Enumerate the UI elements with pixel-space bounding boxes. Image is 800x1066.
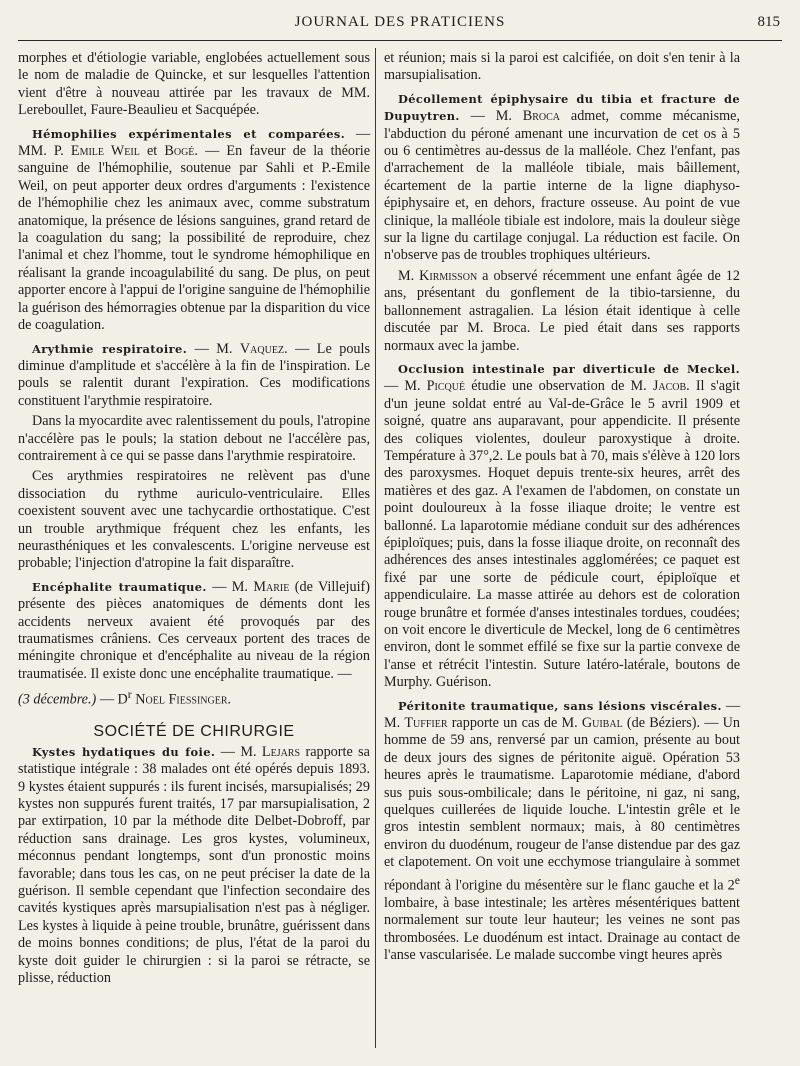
right-column — [384, 50, 740, 967]
author-name: Marie — [253, 578, 290, 595]
running-header — [18, 14, 782, 41]
section-heading-kystes: Kystes hydatiques du foie. — [32, 744, 216, 759]
author-name: Vaquez — [239, 340, 285, 357]
signer-name: Noel Fiessinger — [131, 691, 228, 708]
journal-title: JOURNAL DES PRATICIENS — [294, 14, 506, 30]
section-heading-peritonite: Péritonite traumatique, sans lésions viscérales. — [398, 698, 722, 713]
paragraph-decollement: Décollement épiphysaire du tibia et fracture de Dupuytren. — M. Broca admet, comme mécanisme, l'abduction du péroné amenant une incurvation de cet os à 5 ou 6 centimètres au-dessus de la malléole. Chez l'enfant, pas d'arrachement de la malléole tibiale, mais bâillement, écartement de la partie interne de la ligne diaphyso-épiphysaire et, en dehors, fracture osseuse. Au point de vue clinique, la malléole tibiale est indolore, mais la douleur siège sur la ligne du cartilage conjugal. La réduction est facile. On n'observe pas de troubles trophiques ultérieurs. — [384, 91, 740, 264]
author-name: Bogé — [164, 143, 195, 160]
paragraph-arythmies-origine: Ces arythmies respiratoires ne relèvent pas d'une dissociation du rythme auriculo-ventriculaire. Elles coexistent souvent avec une tachycardie orthostatique. C'est un trouble arythmique fréquent chez les enfants, les neurasthéniques et les convalescents. L'origine nerveuse est probable; l'injection d'atropine la fait disparaître. — [18, 468, 370, 572]
author-name: Guibal — [581, 715, 623, 732]
report-date: (3 décembre.) — [18, 691, 97, 708]
paragraph-kystes-continuation: et réunion; mais si la paroi est calcifiée, on doit s'en tenir à la marsupialisation. — [384, 50, 740, 84]
page-number: 815 — [757, 14, 780, 30]
left-column — [18, 50, 370, 990]
paragraph-hemophilies: Hémophilies expérimentales et comparées. — MM. P. Emile Weil et Bogé. — En faveur de la théorie sanguine de l'hémophilie, soutenue par Sahli et P.-Emile Weil, on peut apporter deux ordres d'arguments : l'existence de l'hémophilie chez les animaux avec, comme substratum anatomique, la présence de lésions sanguines, grand retard de la coagulation du sang; la possibilité de reproduire, chez l'animal et chez l'homme, tout le syndrome hémophilique en réalisant la grande incoagulabilité du sang. De plus, on peut apporter encore à l'appui de l'origine sanguine de l'hémophilie la guérison des hémorragies obtenue par la disparition du vice de coagulation. — [18, 125, 371, 334]
paragraph-arythmie: Arythmie respiratoire. — M. Vaquez. — Le pouls diminue d'amplitude et s'accélère à la fin de l'inspiration. Le pouls se ralentit durant l'expiration. Ces modifications constituent l'arythmie respiratoire. — [18, 340, 370, 409]
society-heading: SOCIÉTÉ DE CHIRURGIE — [93, 723, 295, 741]
author-name: Tuffier — [404, 715, 448, 732]
paragraph-occlusion: Occlusion intestinale par diverticule de Meckel. — M. Picqué étudie une observation de M. Jacob. Il s'agit d'un jeune soldat entré au Val-de-Grâce le 5 avril 1909 et soigné, quatre ans auparavant, pour appendicite. Il présente des coliques violentes, douleur paroxystique à droite. Température à 37°,2. Le pouls bat à 70, mais s'élève à 120 lors des paroxysmes. Hoquet depuis trente-six heures, arrêt des matières et des gaz. A l'examen de l'abdomen, on constate un point douloureux à la fosse iliaque droite; le ventre est ballonné. La laparotomie médiane conduit sur des adhérences épiploïques; puis, dans la fosse iliaque droite, on reconnaît des adhérences des anses intestinales agglomérées; ce paquet est fixé par une sorte de pédicule court, épiploïque et appendiculaire. La masse attirée au dehors est de coloration rouge brunâtre et formée d'anses intestinales tordues, coudées; on voit encore le diverticule de Meckel, long de 6 centimètres environ, dont le sommet effilé se fixe sur la partie convexe de l'anse et rétrécit l'intestin. Suture latéro-latérale, boutons de Murphy. Guérison. — [384, 361, 740, 691]
author-name: Broca — [522, 108, 561, 125]
report-signature: (3 décembre.) — $D^r$ Noel Fiessinger. — [18, 687, 232, 708]
section-heading-decollement: Décollement épiphysaire du tibia et fracture de Dupuytren. — [384, 91, 740, 124]
paragraph-kystes: Kystes hydatiques du foie. — M. Lejars rapporte sa statistique intégrale : 38 malades ont été opérés depuis 1893. 9 kystes étaient suppurés : ils furent incisés, marsupialisés; 29 kystes non suppurés furent traités, 17 par marsupialisation, 2 par extirpation, 10 par la méthode dite Delbet-Dobroff, par réduction sans drainage. Les gros kystes, volumineux, méconnus pendant longtemps, sont d'un pronostic moins favorable; dans tous les cas, on ne peut préciser la date de la guérison. Il semble cependant que l'infection secondaire des cavités kystiques après marsupialisation n'est pas à négliger. Les kystes à liquide à peine trouble, brunâtre, guérissent dans de moins bonnes conditions; de plus, l'état de la paroi du kyste doit guider le chirurgien : si la paroi se rétracte, se plisse, réduction — [18, 743, 370, 987]
paragraph-encephalite: Encéphalite traumatique. — M. Marie (de Villejuif) présente des pièces anatomiques de déments dont les accidents nerveux avaient été provoqués par des traumatismes crâniens. Ces cerveaux portent des traces de méningite chronique et d'encéphalite au niveau de la région traumatisée. Il existe donc une encéphalite traumatique. — — [18, 578, 370, 682]
paragraph-peritonite: Péritonite traumatique, sans lésions viscérales. — M. Tuffier rapporte un cas de M. Guibal (de Béziers). — Un homme de 59 ans, renversé par un camion, présente au bout de deux jours des signes de péritonite aiguë. Opération 53 heures après le traumatisme. Laparotomie médiane, d'abord sus puis sous-ombilicale; dans le péritoine, ni gaz, ni sang, quelques cuillerées de liquide louche. L'intestin grêle et le gros intestin semblent normaux; mais, à 80 centimètres environ du duodénum, rougeur de l'anse distendue par des gaz et clapotement. On voit une ecchymose triangulaire à sommet répondant à l'origine du mésentère sur le flanc gauche et la 2e lombaire, à base intestinale; les artères mésentériques battent normalement sur toute leur hauteur; les veines ne sont pas thrombosées. Le duodénum est intact. Drainage au contact de l'anse vascularisée. Le malade succombe vingt heures après — [384, 697, 741, 964]
author-name: Kirmisson — [419, 267, 478, 284]
author-name: Picqué — [426, 378, 466, 395]
section-heading-encephalite: Encéphalite traumatique. — [32, 579, 207, 594]
column-divider — [375, 48, 376, 1048]
author-name: Jacob — [652, 378, 687, 395]
paragraph-kirmisson: M. Kirmisson a observé récemment une enfant âgée de 12 ans, présentant du gonflement de la tibio-tarsienne, du ballonnement astragalien. La lésion était identique à celle discutée par M. Broca. Le pied était dans ses rapports normaux avec la jambe. — [384, 267, 740, 354]
section-heading-arythmie: Arythmie respiratoire. — [32, 341, 188, 356]
paragraph-quincke-continuation: morphes et d'étiologie variable, englobées actuellement sous le nom de maladie de Quincke, et sur lesquelles l'attention vient d'être à nouveau attirée par les travaux de MM. Lereboullet, Faure-Beaulieu et Sacquépée. — [18, 50, 370, 119]
author-name: Emile Weil — [70, 143, 140, 160]
paragraph-myocardite: Dans la myocardite avec ralentissement du pouls, l'atropine n'accélère pas le pouls; la station debout ne l'accélère pas, contrairement à ce qui se passe dans l'arythmie respiratoire. — [18, 413, 370, 464]
section-heading-occlusion: Occlusion intestinale par diverticule de Meckel. — [398, 361, 740, 376]
section-heading-hemophilies: Hémophilies expérimentales et comparées. — [32, 126, 346, 141]
author-name: Lejars — [261, 743, 301, 760]
